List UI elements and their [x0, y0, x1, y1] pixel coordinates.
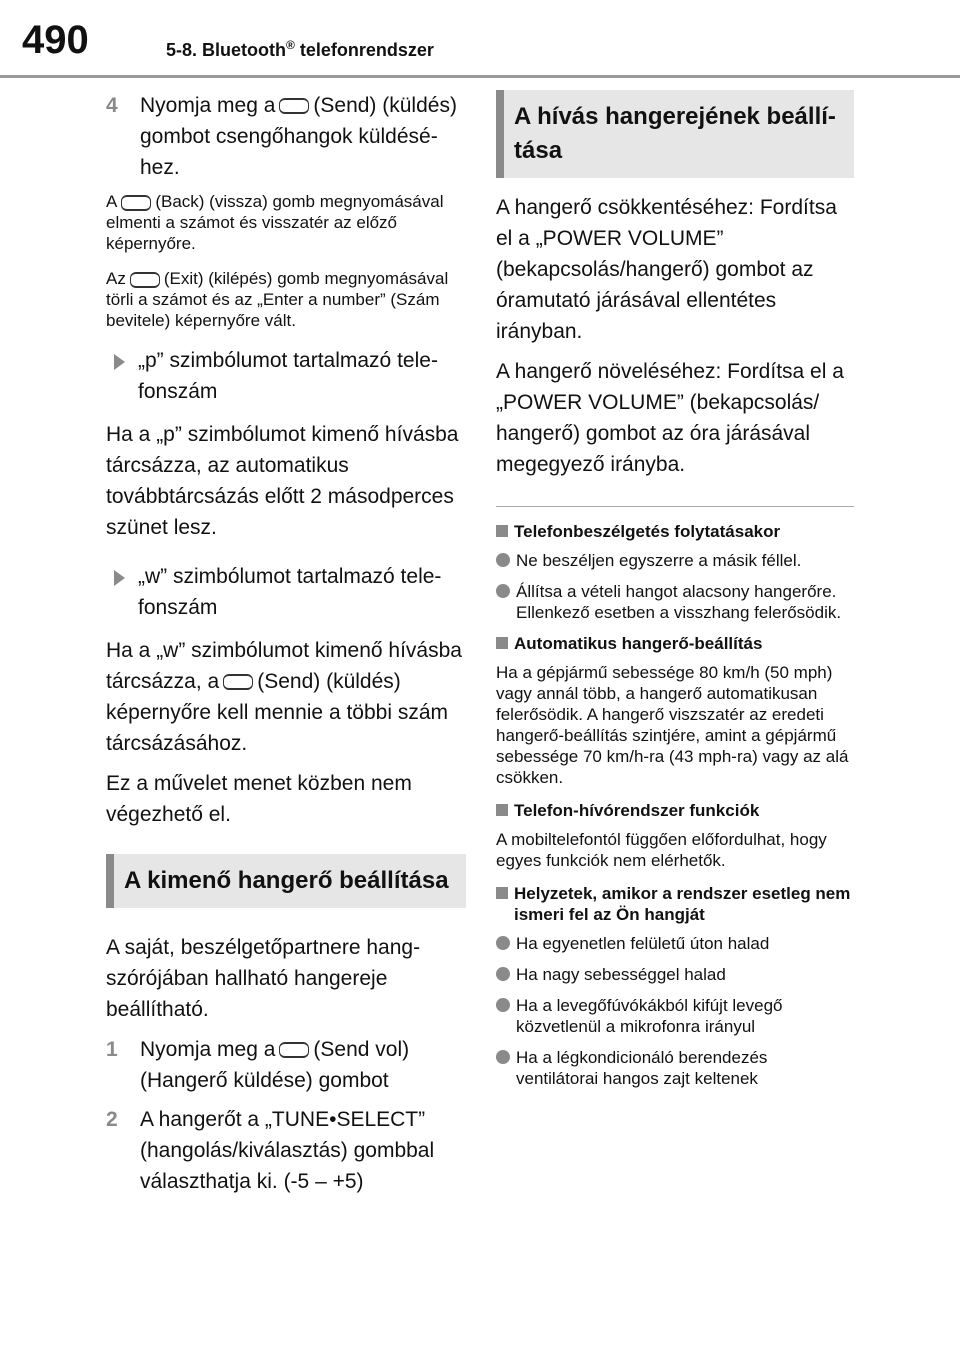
w-symbol-note: Ez a művelet menet közben nem végezhető el.	[106, 772, 412, 826]
phone-functions-body: A mobiltelefontól függően előfordulhat, hogy egyes funkciók nem elérhetők.	[496, 830, 827, 870]
exit-note: Az (Exit) (kilépés) gomb megnyomásával törli a számot és az „Enter a number” (Szám bevitele) képernyőre vált.	[106, 269, 449, 330]
w-symbol-heading: „w” szimbólumot tartalmazó telefonszám	[106, 561, 466, 623]
circle-bullet-icon	[496, 998, 510, 1012]
step-number: 4	[106, 94, 118, 117]
step-number: 1	[106, 1038, 118, 1061]
step-4	[106, 90, 466, 183]
chapter-title: 5-8. Bluetooth® telefonrendszer	[166, 38, 434, 60]
square-bullet-icon	[496, 525, 508, 537]
send-button-icon	[223, 674, 253, 690]
outgoing-volume-intro: A saját, beszélgetőpartnere hangszórójában hallható hangereje beállítható.	[106, 936, 421, 1021]
square-bullet-icon	[496, 887, 508, 899]
step-text: Nyomja meg a (Send vol) (Hangerő küldése) gombot	[140, 1038, 410, 1092]
list-item: Ha nagy sebességgel halad	[496, 964, 854, 985]
list-item: Ha a levegőfúvókákból kifújt levegő közvetlenül a mikrofonra irányul	[496, 995, 854, 1037]
step-text: Nyomja meg a (Send) (küldés) gombot csengőhangok küldéséhez.	[140, 94, 457, 179]
note-heading-voice-recognition: Helyzetek, amikor a rendszer esetleg nem ismeri fel az Ön hangját	[496, 883, 854, 925]
step-number: 2	[106, 1108, 118, 1131]
right-column	[496, 90, 854, 1099]
square-bullet-icon	[496, 804, 508, 816]
back-button-icon	[121, 195, 151, 211]
exit-button-icon	[130, 272, 160, 288]
p-symbol-body: Ha a „p” szimbólumot kimenő hívásba tárcsázza, az automatikus továbbtárcsázás előtt 2 másodperces szünet lesz.	[106, 423, 459, 539]
triangle-bullet-icon	[114, 354, 125, 370]
back-note: A (Back) (vissza) gomb megnyomásával elmenti a számot és visszatér az előző képernyőre.	[106, 192, 444, 253]
note-heading-phone-functions: Telefon-hívórendszer funkciók	[496, 800, 854, 821]
section-divider	[496, 506, 854, 507]
send-vol-button-icon	[279, 1042, 309, 1058]
w-symbol-body: Ha a „w” szimbólumot kimenő hívásba tárcsázza, a (Send) (küldés) képernyőre kell mennie a többi szám tárcsázásához.	[106, 639, 462, 755]
circle-bullet-icon	[496, 1050, 510, 1064]
circle-bullet-icon	[496, 553, 510, 567]
send-button-icon	[279, 98, 309, 114]
step-2	[106, 1104, 466, 1197]
section-heading-outgoing-volume: A kimenő hangerő beállítása	[106, 854, 466, 908]
auto-volume-body: Ha a gépjármű sebessége 80 km/h (50 mph) vagy annál több, a hangerő automatikusan felerősödik. A hangerő viszszatér az eredeti hangerő-beállítás szintjére, amint a gépjármű sebessége 70 km/h-ra (43 mph-ra) vagy az alá csökken.	[496, 663, 849, 787]
increase-volume-text: A hangerő növeléséhez: Fordítsa el a „POWER VOLUME” (bekapcsolás/ hangerő) gombot az óra járásával megegyező irányba.	[496, 360, 844, 476]
section-heading-call-volume: A hívás hangerejének beállítása	[496, 90, 854, 178]
list-item: Ne beszéljen egyszerre a másik féllel.	[496, 550, 854, 571]
step-1	[106, 1034, 466, 1096]
square-bullet-icon	[496, 637, 508, 649]
circle-bullet-icon	[496, 584, 510, 598]
list-item: Ha egyenetlen felületű úton halad	[496, 933, 854, 954]
note-heading-auto-volume: Automatikus hangerő-beállítás	[496, 633, 854, 654]
page-header	[0, 0, 960, 80]
p-symbol-heading: „p” szimbólumot tartalmazó telefonszám	[106, 345, 466, 407]
circle-bullet-icon	[496, 936, 510, 950]
left-column	[106, 90, 466, 1205]
list-item: Állítsa a vételi hangot alacsony hangerőre. Ellenkező esetben a visszhang felerősödik.	[496, 581, 854, 623]
step-text: A hangerőt a „TUNE•SELECT” (hangolás/kiválasztás) gombbal választhatja ki. (-5 – +5)	[140, 1108, 435, 1193]
list-item: Ha a légkondicionáló berendezés ventilátorai hangos zajt keltenek	[496, 1047, 854, 1089]
circle-bullet-icon	[496, 967, 510, 981]
triangle-bullet-icon	[114, 570, 125, 586]
page-number: 490	[22, 18, 89, 62]
note-heading-conversation: Telefonbeszélgetés folytatásakor	[496, 521, 854, 542]
header-rule	[0, 75, 960, 78]
decrease-volume-text: A hangerő csökkentéséhez: Fordítsa el a „POWER VOLUME” (bekapcsolás/hangerő) gombot az óramutató járásával ellentétes irányban.	[496, 196, 837, 343]
